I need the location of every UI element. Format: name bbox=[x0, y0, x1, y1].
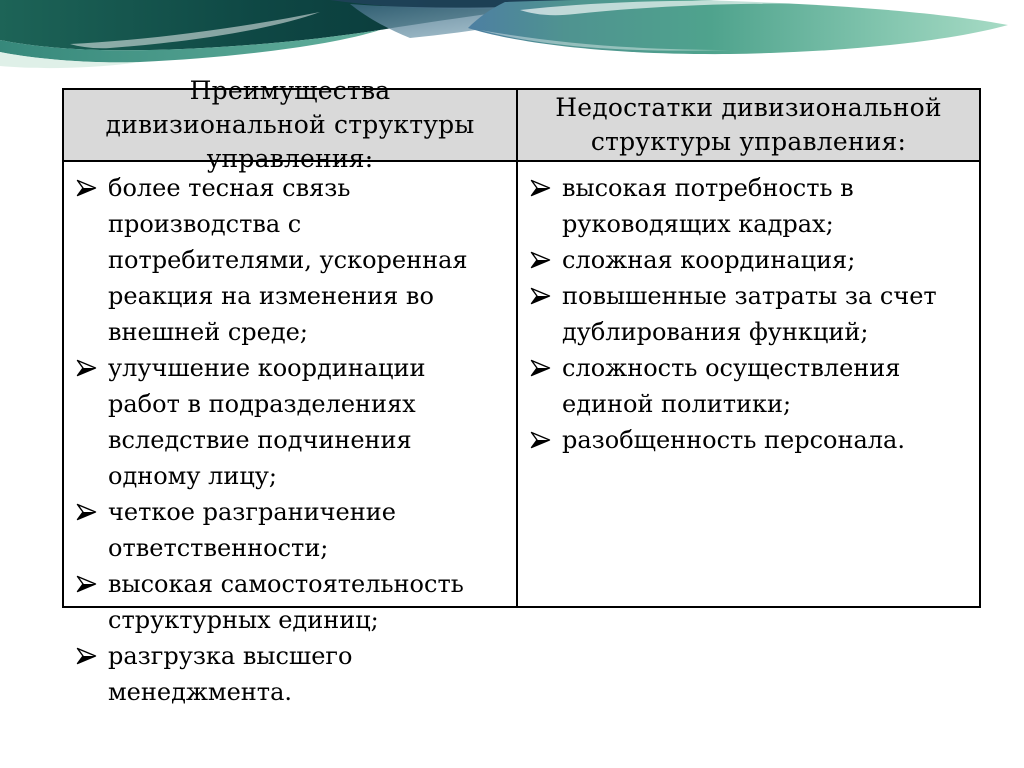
arrowhead-bullet-icon bbox=[528, 278, 562, 305]
list-item-text: разобщенность персонала. bbox=[562, 426, 905, 454]
wave-decoration bbox=[0, 0, 1024, 72]
arrowhead-bullet-icon bbox=[74, 638, 108, 665]
advantages-header-cell bbox=[64, 76, 518, 173]
list-item bbox=[74, 170, 508, 350]
list-item-text: более тесная связь производства с потребителями, ускоренная реакция на изменения во внешней среде; bbox=[108, 174, 468, 346]
advantages-header: Преимущества дивизиональной структуры управления: bbox=[105, 76, 475, 173]
arrowhead-bullet-icon bbox=[74, 494, 108, 521]
advantages-cell bbox=[64, 162, 518, 706]
arrowhead-bullet-icon bbox=[528, 170, 562, 197]
advantages-list bbox=[74, 170, 508, 710]
list-item bbox=[528, 278, 971, 350]
list-item bbox=[528, 170, 971, 242]
arrowhead-bullet-icon bbox=[528, 350, 562, 377]
list-item-text: улучшение координации работ в подразделениях вследствие подчинения одному лицу; bbox=[108, 354, 426, 490]
arrowhead-bullet-icon bbox=[74, 566, 108, 593]
list-item-text: сложная координация; bbox=[562, 246, 856, 274]
list-item-text: высокая потребность в руководящих кадрах; bbox=[562, 174, 854, 238]
arrowhead-bullet-icon bbox=[74, 350, 108, 377]
disadvantages-list bbox=[528, 170, 971, 458]
disadvantages-header: Недостатки дивизиональной структуры управления: bbox=[555, 93, 942, 156]
list-item bbox=[528, 422, 971, 458]
comparison-table bbox=[62, 76, 981, 706]
list-item-text: разгрузка высшего менеджмента. bbox=[108, 642, 353, 706]
list-item bbox=[74, 566, 508, 638]
list-item bbox=[74, 494, 508, 566]
arrowhead-bullet-icon bbox=[528, 242, 562, 269]
list-item bbox=[74, 350, 508, 494]
list-item-text: четкое разграничение ответственности; bbox=[108, 498, 396, 562]
disadvantages-cell bbox=[518, 162, 979, 606]
wave-decoration-icon bbox=[0, 0, 1024, 72]
list-item bbox=[74, 638, 508, 710]
list-item bbox=[528, 350, 971, 422]
list-item-text: сложность осуществления единой политики; bbox=[562, 354, 901, 418]
arrowhead-bullet-icon bbox=[74, 170, 108, 197]
list-item bbox=[528, 242, 971, 278]
list-item-text: высокая самостоятельность структурных единиц; bbox=[108, 570, 464, 634]
list-item-text: повышенные затраты за счет дублирования функций; bbox=[562, 282, 937, 346]
disadvantages-header-cell bbox=[518, 90, 979, 162]
arrowhead-bullet-icon bbox=[528, 422, 562, 449]
